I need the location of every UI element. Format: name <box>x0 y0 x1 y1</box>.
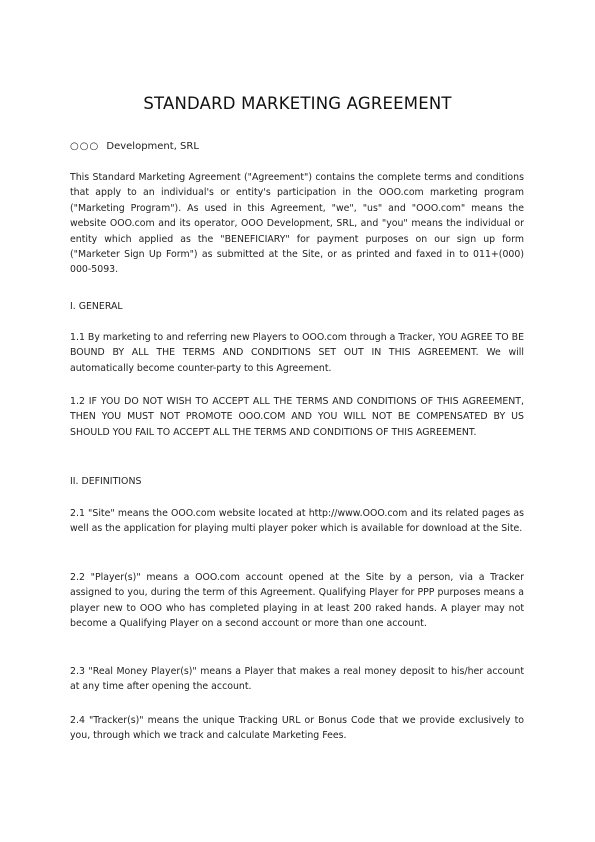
paragraph-1-2: 1.2 IF YOU DO NOT WISH TO ACCEPT ALL THE TERMS AND CONDITIONS OF THIS AGREEMENT, THEN YOU MUST NOT PROMOTE OOO.COM AND YOU WILL NOT BE COMPENSATED BY US SHOULD YOU FAIL TO ACCEPT ALL THE TERMS AND CONDITIONS OF THIS AGREEMENT. <box>70 396 524 438</box>
paragraph-2-1: 2.1 "Site" means the OOO.com website located at http://www.OOO.com and its related pages as well as the application for playing multi player poker which is available for download at the Site. <box>70 508 524 535</box>
section-heading-definitions: II. DEFINITIONS <box>70 476 142 487</box>
section-heading-general: I. GENERAL <box>70 301 123 312</box>
company-name: Development, SRL <box>106 141 199 152</box>
company-line <box>70 141 199 152</box>
paragraph-2-4: 2.4 "Tracker(s)" means the unique Tracking URL or Bonus Code that we provide exclusively to you, through which we track and calculate Marketing Fees. <box>70 715 524 742</box>
paragraph-1-1: 1.1 By marketing to and referring new Players to OOO.com through a Tracker, YOU AGREE TO BE BOUND BY ALL THE TERMS AND CONDITIONS SET OUT IN THIS AGREEMENT. We will automatically become counter-party to this Agreement. <box>70 332 524 374</box>
intro-paragraph: This Standard Marketing Agreement ("Agreement") contains the complete terms and conditions that apply to an individual's or entity's participation in the OOO.com marketing program ("Marketing Program"). As used in this Agreement, "we", "us" and "OOO.com" means the website OOO.com and its operator, OOO Development, SRL, and "you" means the individual or entity which applied as the "BENEFICIARY" for payment purposes on our sign up form ("Marketer Sign Up Form") as submitted at the Site, or as printed and faxed in to 011+(000) 000-5093. <box>70 172 524 276</box>
company-prefix: ○○○ <box>70 141 100 152</box>
paragraph-2-3: 2.3 "Real Money Player(s)" means a Player that makes a real money deposit to his/her account at any time after opening the account. <box>70 666 524 693</box>
paragraph-2-2: 2.2 "Player(s)" means a OOO.com account opened at the Site by a person, via a Tracker assigned to you, during the term of this Agreement. Qualifying Player for PPP purposes means a player new to OOO who has completed playing in at least 200 raked hands. A player may not become a Qualifying Player on a second account or more than one account. <box>70 572 524 630</box>
document-title: STANDARD MARKETING AGREEMENT <box>143 94 452 113</box>
